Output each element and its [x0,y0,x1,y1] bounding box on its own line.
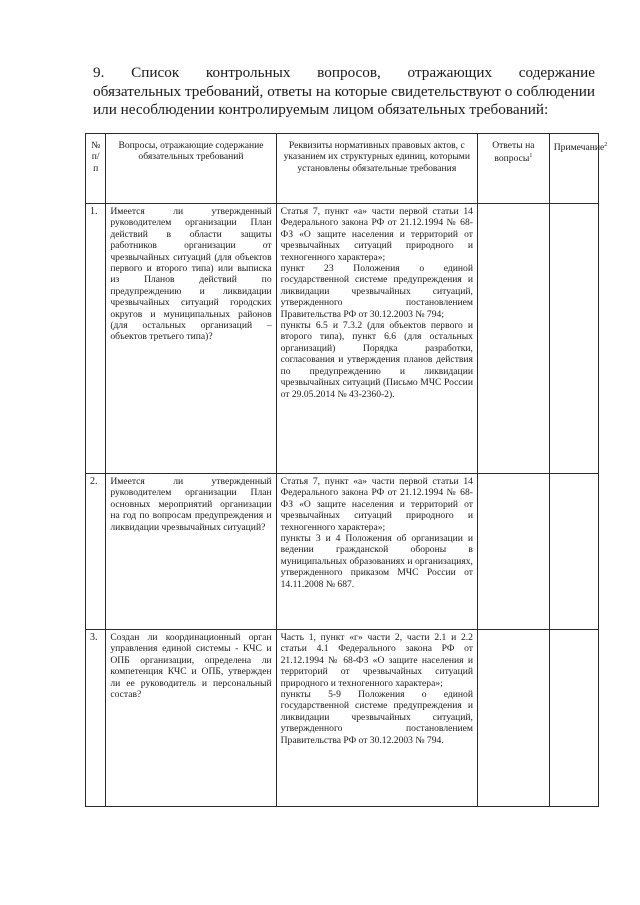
header-answers-label: Ответы на вопросы [492,140,535,165]
heading-line: обязательных требований, ответы на которые свидетельствуют о соблюдении [93,82,595,100]
note-cell[interactable] [549,474,598,630]
requisite-paragraph: Статья 7, пункт «а» части первой статьи 14 Федерального закона РФ от 21.12.1994 № 68-ФЗ «О защите населения и территорий от чрезвычайных ситуаций природного и техногенного характера»; [280,476,473,533]
header-notes [549,134,608,204]
footnote-mark: 1 [529,153,533,160]
table-row [86,474,599,630]
note-cell[interactable] [549,630,598,807]
requisite-paragraph: Статья 7, пункт «а» части первой статьи 14 Федерального закона РФ от 21.12.1994 № 68-ФЗ «О защите населения и территорий от чрезвычайных ситуаций природного и техногенного характера»; [280,206,473,263]
footnote-mark: 2 [604,142,608,148]
question-cell: Создан ли координационный орган управления единой системы - КЧС и ОПБ организации, определена ли компетенция КЧС и ОПБ, утвержден ли ее руководитель и персональный состав? [106,630,276,807]
header-answers [477,134,549,204]
requisites-cell [276,474,477,630]
requisites-cell [276,204,477,474]
table-row [86,204,599,474]
heading-line: или несоблюдении контролируемым лицом обязательных требований: [93,101,549,118]
row-number: 1. [86,204,106,474]
table-row [86,630,599,807]
answer-cell[interactable] [477,630,549,807]
table-header-row [86,134,599,204]
requisite-paragraph: Часть 1, пункт «г» части 2, части 2.1 и 2.2 статьи 4.1 Федерального закона РФ от 21.12.1994 № 68-ФЗ «О защите населения и территорий от чрезвычайных ситуаций природного и техногенного характера»; [280,632,473,689]
note-cell[interactable] [549,204,598,474]
requisite-paragraph: пункты 3 и 4 Положения об организации и ведении гражданской обороны в муниципальных образованиях и организациях, утвержденного приказом МЧС России от 14.11.2008 № 687. [280,533,473,590]
question-cell: Имеется ли утвержденный руководителем организации План действий в области защиты работников организации от чрезвычайных ситуаций (для объектов первого и второго типа) или выписка из Планов действий по предупреждению и ликвидации чрезвычайных ситуаций городских округов и муниципальных районов (для остальных организаций – объектов третьего типа)? [106,204,276,474]
header-requisites: Реквизиты нормативных правовых актов, с указанием их структурных единиц, которыми установлены обязательные требования [276,134,477,204]
header-num: № п/п [86,134,106,204]
header-notes-label: Примечание [553,142,605,154]
answer-cell[interactable] [477,204,549,474]
section-heading [93,64,595,120]
checklist-table [85,133,608,807]
heading-line: 9. Список контрольных вопросов, отражающих содержание [93,64,595,81]
requisite-paragraph: пункты 6.5 и 7.3.2 (для объектов первого и второго типа), пункт 6.6 (для остальных организаций) Порядка разработки, согласования и утверждения планов действия по предупреждению и ликвидации чрезвычайных ситуаций (Письмо МЧС России от 29.05.2014 № 43-2360-2). [280,320,473,400]
header-questions: Вопросы, отражающие содержание обязательных требований [106,134,276,204]
requisite-paragraph: пункты 5-9 Положения о единой государственной системе предупреждения и ликвидации чрезвычайных ситуаций, утвержденного постановлением Правительства РФ от 30.12.2003 № 794. [280,689,473,746]
question-cell: Имеется ли утвержденный руководителем организации План основных мероприятий организации на год по вопросам предупреждения и ликвидации чрезвычайных ситуаций? [106,474,276,630]
row-number: 3. [86,630,106,807]
answer-cell[interactable] [477,474,549,630]
requisites-cell [276,630,477,807]
requisite-paragraph: пункт 23 Положения о единой государственной системе предупреждения и ликвидации чрезвычайных ситуаций, утвержденного постановлением Правительства РФ от 30.12.2003 № 794; [280,263,473,320]
row-number: 2. [86,474,106,630]
